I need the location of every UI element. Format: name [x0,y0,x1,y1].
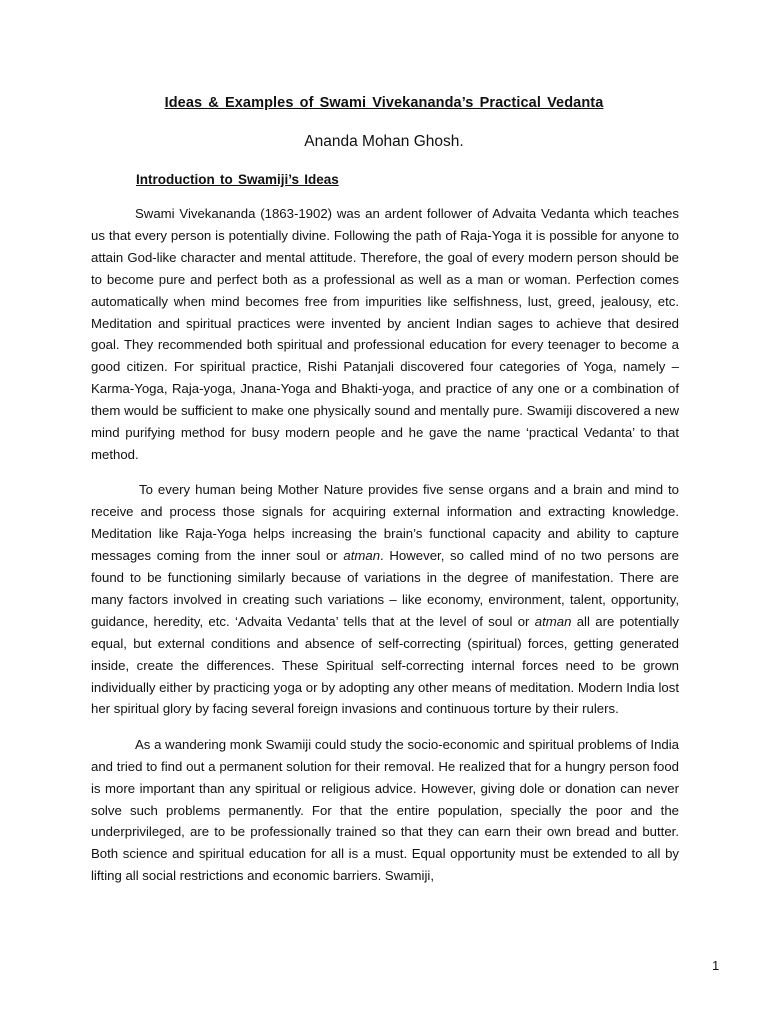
paragraph-2-italic-term-2: atman [534,613,572,629]
paragraph-2 [91,479,679,720]
paragraph-2-text-end: all are potentially equal, but external conditions and absence of self-correcting (spiritual) forces, getting generated inside, create the differences. These Spiritual self-correcting internal forces need to be grown individually either by practicing yoga or by adopting any other means of meditation. Modern India lost her spiritual glory by facing several foreign invasions and continuous torture by their rulers. [91,613,679,717]
paragraph-1-text: Swami Vivekananda (1863-1902) was an ardent follower of Advaita Vedanta which teaches us that every person is potentially divine. Following the path of Raja-Yoga it is possible for anyone to attain God-like character and mental attitude. Therefore, the goal of every modern person should be to become pure and perfect both as a professional as well as a man or woman. Perfection comes automatically when mind becomes free from impurities like selfishness, lust, greed, jealousy, etc. Meditation and spiritual practices were invented by ancient Indian sages to achieve that desired goal. They recommended both spiritual and professional education for every teenager to become a good citizen. For spiritual practice, Rishi Patanjali discovered four categories of Yoga, namely – Karma-Yoga, Raja-yoga, Jnana-Yoga and Bhakti-yoga, and practice of any one or a combination of them would be sufficient to make one physically sound and mentally pure. Swamiji discovered a new mind purifying method for busy modern people and he gave the name ‘practical Vedanta’ to that method. [91,206,679,462]
section-heading: Introduction to Swamiji’s Ideas [136,172,339,187]
paragraph-3 [91,734,679,887]
author-name: Ananda Mohan Ghosh. [304,133,464,150]
body-text [91,203,679,901]
page-number: 1 [712,958,720,973]
paragraph-1 [91,203,679,466]
paragraph-2-italic-term-1: atman [343,548,381,564]
paragraph-2-text-middle: . However, so called mind of no two persons are found to be functioning similarly because of variations in the degree of manifestation. There are many factors involved in creating such variations – like economy, environment, talent, opportunity, guidance, heredity, etc. ‘Advaita Vedanta’ tells that at the level of soul or [91,548,680,629]
document-title: Ideas & Examples of Swami Vivekananda’s Practical Vedanta [164,95,604,111]
paragraph-2-text-start: To every human being Mother Nature provides five sense organs and a brain and mind to receive and process those signals for acquiring external information and extracting knowledge. Meditation like Raja-Yoga helps increasing the brain’s functional capacity and ability to capture messages coming from the inner soul or [91,482,679,564]
paragraph-3-text: As a wandering monk Swamiji could study the socio-economic and spiritual problems of India and tried to find out a permanent solution for their removal. He realized that for a hungry person food is more important than any spiritual or religious advice. However, giving dole or donation can never solve such problems permanently. For that the entire population, specially the poor and the underprivileged, are to be professionally trained so that they can earn their own bread and butter. Both science and spiritual education for all is a must. Equal opportunity must be extended to all by lifting all social restrictions and economic barriers. Swamiji, [91,736,679,884]
